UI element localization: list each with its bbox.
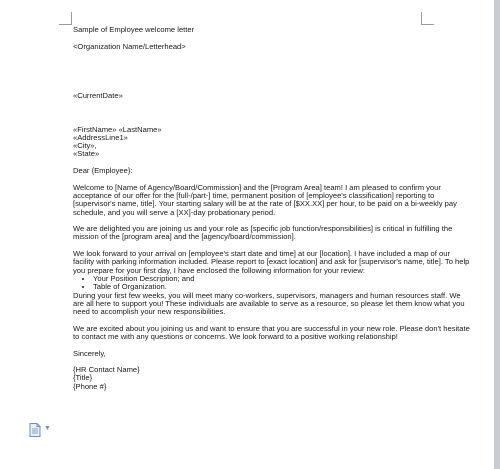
closing-salutation: Sincerely, bbox=[73, 348, 106, 358]
address-line: «AddressLine1» bbox=[73, 132, 128, 142]
paragraph-closing: We are excited about you joining us and want to ensure that you are successful in your new role. Please don't hesitate to contact me with any questions or concerns. We look forward to a positive working relationship! bbox=[73, 323, 470, 341]
enclosure-list bbox=[73, 275, 473, 292]
signature-line: {Title} bbox=[73, 373, 93, 383]
document-icon[interactable] bbox=[29, 423, 41, 437]
signature-line: {HR Contact Name} bbox=[73, 365, 140, 375]
paragraph-role: We are delighted you are joining us and your role as [specific job function/responsibilities] is critical in fulfilling the mission of the [program area] and the [agency/board/commission]. bbox=[73, 224, 453, 242]
top-right-margin-mark bbox=[421, 12, 434, 25]
letter-title: Sample of Employee welcome letter bbox=[73, 25, 195, 34]
address-line: «City», bbox=[73, 141, 97, 151]
dropdown-arrow-icon[interactable]: ▼ bbox=[44, 425, 51, 432]
signature-line: {Phone #} bbox=[73, 381, 107, 391]
paragraph-welcome: Welcome to [Name of Agency/Board/Commission] and the [Program Area] team! I am pleased to confirm your acceptance of our offer for the [full-/part-] time, permanent position of [employee's classification] reporting to [supervisor's name, title]. Your starting salary will be at the rate of [$XX.XX] per hour, to be paid on a bi-weekly pay schedule, and you will serve a [XX]-day probationary period. bbox=[73, 182, 457, 217]
address-line: «State» bbox=[73, 149, 100, 159]
top-left-margin-mark bbox=[59, 12, 72, 25]
vertical-scrollbar[interactable] bbox=[494, 0, 500, 469]
greeting: Dear {Employee}: bbox=[73, 166, 133, 176]
paragraph-arrival: We look forward to your arrival on [employee's start date and time] at our [location]. I have included a map of our facility with parking information included. Please report to [exact location] and ask for [supervisor's name, title]. To help you prepare for your first day, I have enclosed the following information for your review: bbox=[73, 249, 470, 275]
current-date-field: «CurrentDate» bbox=[73, 91, 123, 101]
address-line: «FirstName» «LastName» bbox=[73, 124, 162, 134]
organization-letterhead: <Organization Name/Letterhead> bbox=[73, 41, 186, 51]
paragraph-first-weeks: During your first few weeks, you will meet many co-workers, supervisors, managers and human resources staff. We are all here to support you! These individuals are available to serve as a resource, so please let them know what you need to accomplish your new responsibilities. bbox=[73, 290, 465, 317]
list-item: • Table of Organization. bbox=[93, 283, 473, 291]
list-item: • Your Position Description; and bbox=[93, 275, 473, 283]
letter-body[interactable] bbox=[73, 26, 473, 391]
